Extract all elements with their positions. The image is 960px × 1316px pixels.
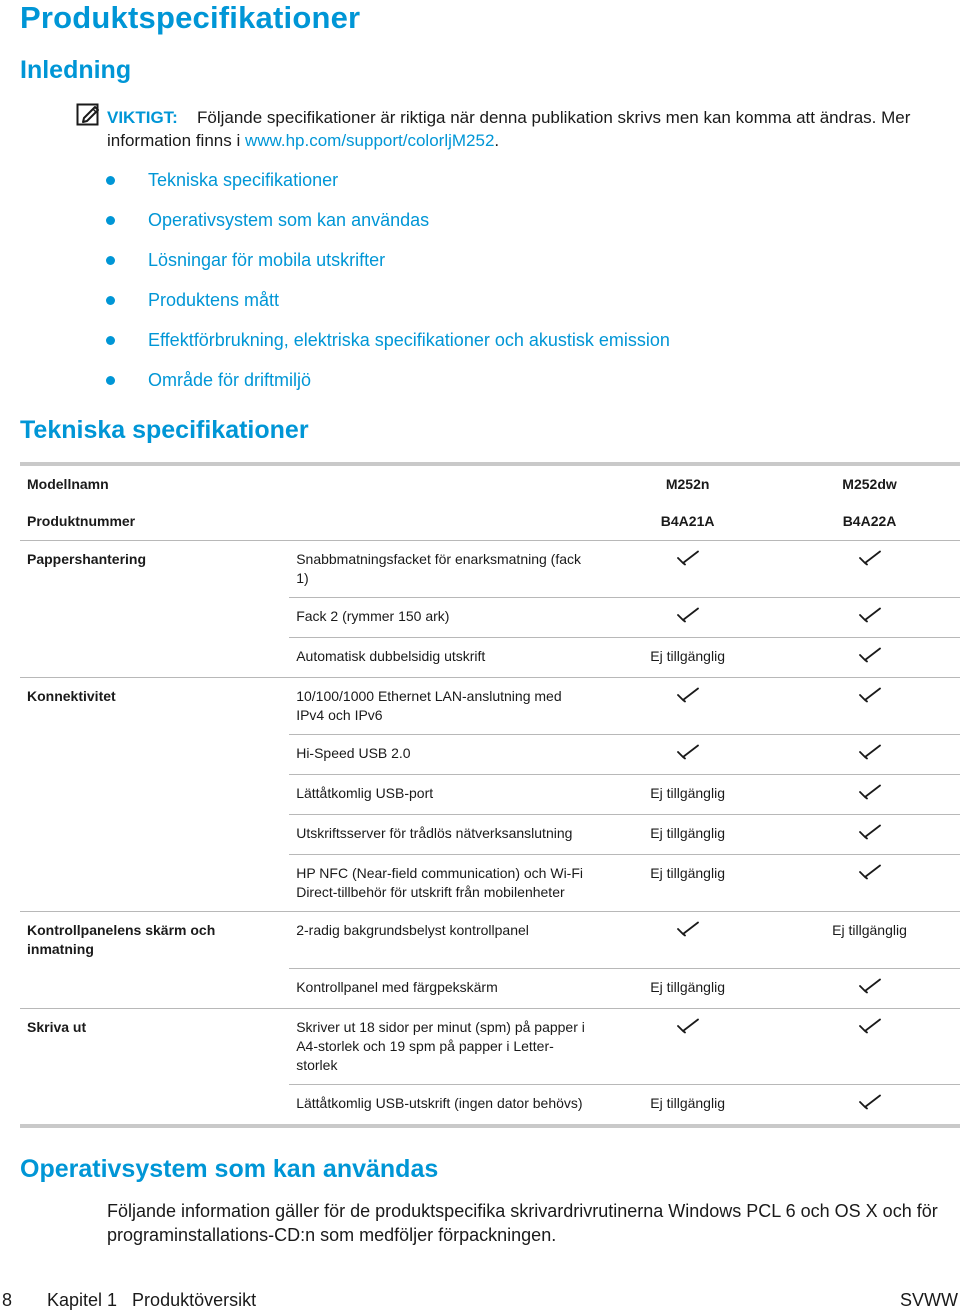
table-row	[20, 968, 960, 1008]
availability-check	[596, 912, 778, 969]
checkmark-icon	[677, 687, 699, 703]
product-a: B4A21A	[660, 513, 715, 529]
table-row	[20, 598, 960, 638]
bullet-icon	[106, 296, 115, 305]
table-row	[20, 638, 960, 678]
availability-check	[778, 775, 960, 815]
section-heading-tech: Tekniska specifikationer	[20, 416, 309, 444]
availability-check	[778, 1008, 960, 1084]
link-tekniska-specifikationer[interactable]: Tekniska specifikationer	[148, 170, 339, 190]
section-heading-intro: Inledning	[20, 56, 132, 84]
availability-check	[596, 735, 778, 775]
checkmark-icon	[859, 744, 881, 760]
empty-cell	[289, 503, 596, 541]
checkmark-icon	[859, 978, 881, 994]
table-row	[20, 678, 960, 735]
group-cell: Skriva ut	[20, 1008, 289, 1084]
checkmark-icon	[677, 550, 699, 566]
group-cell	[20, 735, 289, 775]
bullet-icon	[106, 256, 115, 265]
availability-text: Ej tillgänglig	[596, 775, 778, 815]
group-cell: Pappershantering	[20, 541, 289, 598]
availability-text: Ej tillgänglig	[596, 1084, 778, 1126]
note-end: .	[494, 131, 500, 150]
table-row-product	[20, 503, 960, 541]
bullet-icon	[106, 336, 115, 345]
model-label: Modellnamn	[20, 464, 289, 503]
availability-check	[778, 598, 960, 638]
table-row	[20, 912, 960, 969]
product-label: Produktnummer	[27, 513, 136, 529]
os-paragraph: Följande information gäller för de produktspecifika skrivardrivrutinerna Windows PCL 6 och OS X och för programinstallations-CD:n som medföljer förpackningen.	[107, 1201, 938, 1245]
availability-check	[778, 638, 960, 678]
model-b: M252dw	[778, 464, 960, 503]
group-cell: Kontrollpanelens skärm och inmatning	[20, 912, 289, 969]
feature-cell: Automatisk dubbelsidig utskrift	[289, 638, 596, 678]
checkmark-icon	[859, 1094, 881, 1110]
checkmark-icon	[859, 864, 881, 880]
availability-check	[778, 815, 960, 855]
bullet-icon	[106, 176, 115, 185]
group-cell	[20, 598, 289, 638]
important-note	[107, 106, 947, 152]
bullet-icon	[106, 376, 115, 385]
link-effektforbrukning[interactable]: Effektförbrukning, elektriska specifikationer och akustisk emission	[148, 330, 670, 350]
page-title: Produktspecifikationer	[20, 0, 361, 35]
checkmark-icon	[677, 607, 699, 623]
note-label: VIKTIGT:	[107, 108, 178, 127]
feature-cell: 2-radig bakgrundsbelyst kontrollpanel	[289, 912, 596, 969]
feature-cell: Snabbmatningsfacket för enarksmatning (fack 1)	[289, 541, 596, 598]
table-row	[20, 815, 960, 855]
note-pencil-icon	[76, 103, 100, 127]
link-driftmiljo[interactable]: Område för driftmiljö	[148, 370, 312, 390]
link-produktens-matt[interactable]: Produktens mått	[148, 290, 280, 310]
checkmark-icon	[859, 784, 881, 800]
availability-check	[596, 598, 778, 638]
feature-cell: Skriver ut 18 sidor per minut (spm) på papper i A4-storlek och 19 spm på papper i Letter-storlek	[289, 1008, 596, 1084]
footer-locale: SVWW	[900, 1290, 958, 1310]
spec-body	[20, 541, 960, 1126]
group-cell	[20, 638, 289, 678]
availability-check	[778, 735, 960, 775]
group-cell	[20, 968, 289, 1008]
feature-cell: Utskriftsserver för trådlös nätverksanslutning	[289, 815, 596, 855]
checkmark-icon	[859, 607, 881, 623]
empty-cell	[289, 464, 596, 503]
checkmark-icon	[859, 824, 881, 840]
feature-cell: 10/100/1000 Ethernet LAN-anslutning med IPv4 och IPv6	[289, 678, 596, 735]
feature-cell: HP NFC (Near-field communication) och Wi-Fi Direct-tillbehör för utskrift från mobilenheter	[289, 855, 596, 912]
model-a: M252n	[596, 464, 778, 503]
checkmark-icon	[859, 687, 881, 703]
table-row	[20, 1008, 960, 1084]
section-heading-os: Operativsystem som kan användas	[20, 1155, 439, 1183]
bullet-icon	[106, 216, 115, 225]
checkmark-icon	[859, 647, 881, 663]
checkmark-icon	[677, 1018, 699, 1034]
table-row	[20, 1084, 960, 1126]
group-cell	[20, 775, 289, 815]
table-row	[20, 775, 960, 815]
availability-check	[596, 1008, 778, 1084]
note-text: Följande specifikationer är riktiga när denna publikation skrivs men kan komma att ändras. Mer information finns i	[107, 108, 911, 150]
availability-text: Ej tillgänglig	[778, 912, 960, 969]
availability-check	[596, 541, 778, 598]
table-row-model	[20, 464, 960, 503]
table-row	[20, 855, 960, 912]
feature-cell: Fack 2 (rymmer 150 ark)	[289, 598, 596, 638]
checkmark-icon	[859, 550, 881, 566]
feature-cell: Kontrollpanel med färgpekskärm	[289, 968, 596, 1008]
availability-check	[778, 968, 960, 1008]
feature-cell: Hi-Speed USB 2.0	[289, 735, 596, 775]
group-cell	[20, 815, 289, 855]
checkmark-icon	[677, 921, 699, 937]
checkmark-icon	[859, 1018, 881, 1034]
link-mobila-utskrifter[interactable]: Lösningar för mobila utskrifter	[148, 250, 386, 270]
page-number: 8	[2, 1290, 13, 1310]
availability-text: Ej tillgänglig	[596, 968, 778, 1008]
support-link[interactable]: www.hp.com/support/colorljM252	[244, 131, 495, 150]
table-row	[20, 735, 960, 775]
availability-check	[778, 1084, 960, 1126]
group-cell: Konnektivitet	[20, 678, 289, 735]
availability-check	[596, 678, 778, 735]
link-operativsystem[interactable]: Operativsystem som kan användas	[148, 210, 430, 230]
availability-check	[778, 855, 960, 912]
group-cell	[20, 1084, 289, 1126]
availability-check	[778, 541, 960, 598]
availability-check	[778, 678, 960, 735]
availability-text: Ej tillgänglig	[596, 815, 778, 855]
table-row	[20, 541, 960, 598]
feature-cell: Lättåtkomlig USB-port	[289, 775, 596, 815]
checkmark-icon	[677, 744, 699, 760]
availability-text: Ej tillgänglig	[596, 855, 778, 912]
spec-table	[20, 462, 960, 1128]
group-cell	[20, 855, 289, 912]
feature-cell: Lättåtkomlig USB-utskrift (ingen dator behövs)	[289, 1084, 596, 1126]
footer-chapter: Kapitel 1 Produktöversikt	[47, 1290, 257, 1310]
product-b: B4A22A	[842, 513, 897, 529]
availability-text: Ej tillgänglig	[596, 638, 778, 678]
